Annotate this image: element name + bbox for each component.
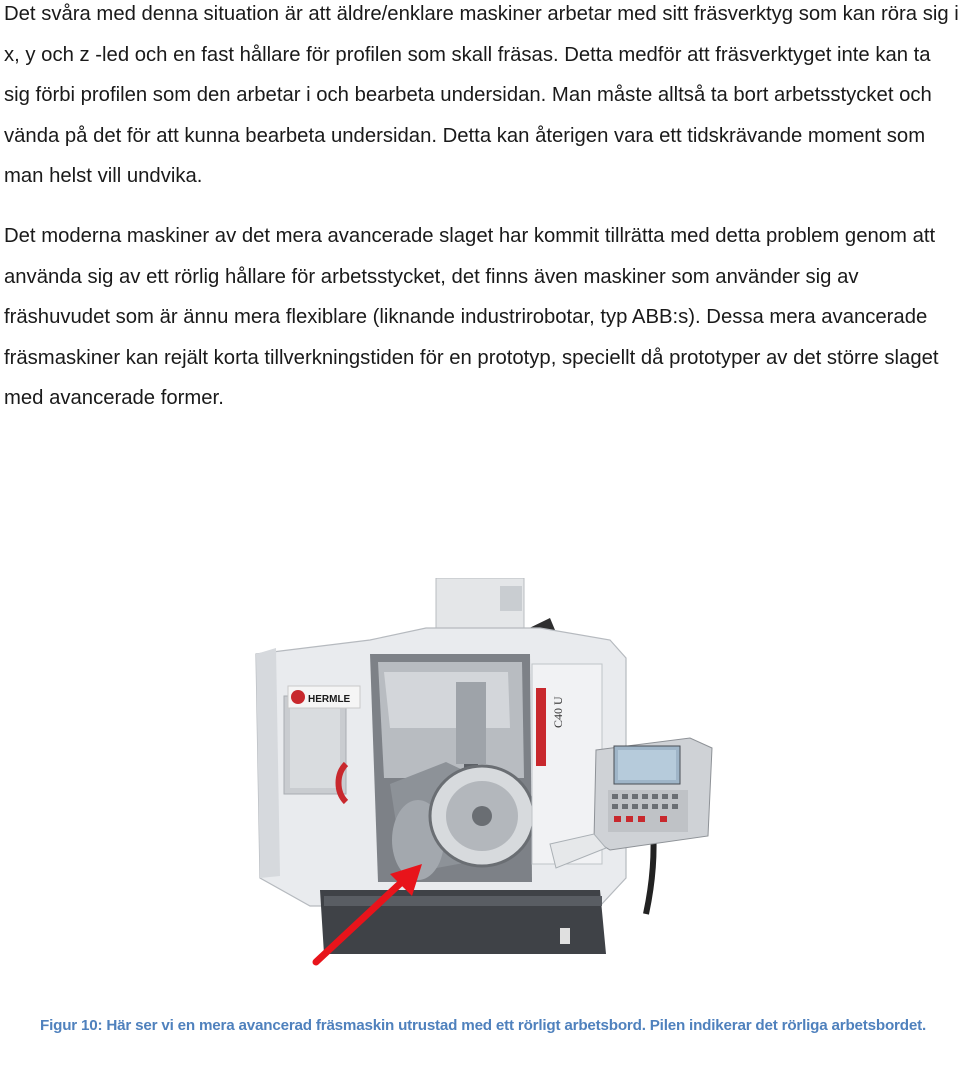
paragraph-modern-machines: Det moderna maskiner av det mera avancerade slaget har kommit tillrätta med detta problem genom att använda sig av ett rörlig hållare för arbetsstycket, det finns även maskiner som använder sig av fräshuvudet som är ännu mera flexiblare (liknande industrirobotar, typ ABB:s). Dessa mera avancerade fräsmaskiner kan rejält korta tillverkningstiden för en prototyp, speciellt då prototyper av det större slaget med avancerade former. xyxy=(4,225,939,409)
model-label: C40 U xyxy=(551,696,565,728)
milling-machine-figure xyxy=(250,578,720,970)
figure-caption: Figur 10: Här ser vi en mera avancerad fräsmaskin utrustad med ett rörligt arbetsbord. Pilen indikerar det rörliga arbetsbordet. xyxy=(40,1017,926,1034)
milling-machine-illustration xyxy=(250,578,720,970)
brand-label: HERMLE xyxy=(308,694,351,705)
paragraph-intro: Det svåra med denna situation är att äldre/enklare maskiner arbetar med sitt fräsverktyg som kan röra sig i x, y och z -led och en fast hållare för profilen som skall fräsas. Detta medför att fräsverktyget inte kan ta sig förbi profilen som den arbetar i och bearbeta undersidan. Man måste alltså ta bort arbetsstycket och vända på det för att kunna bearbeta undersidan. Detta kan återigen vara ett tidskrävande moment som man helst vill undvika. xyxy=(4,3,959,187)
